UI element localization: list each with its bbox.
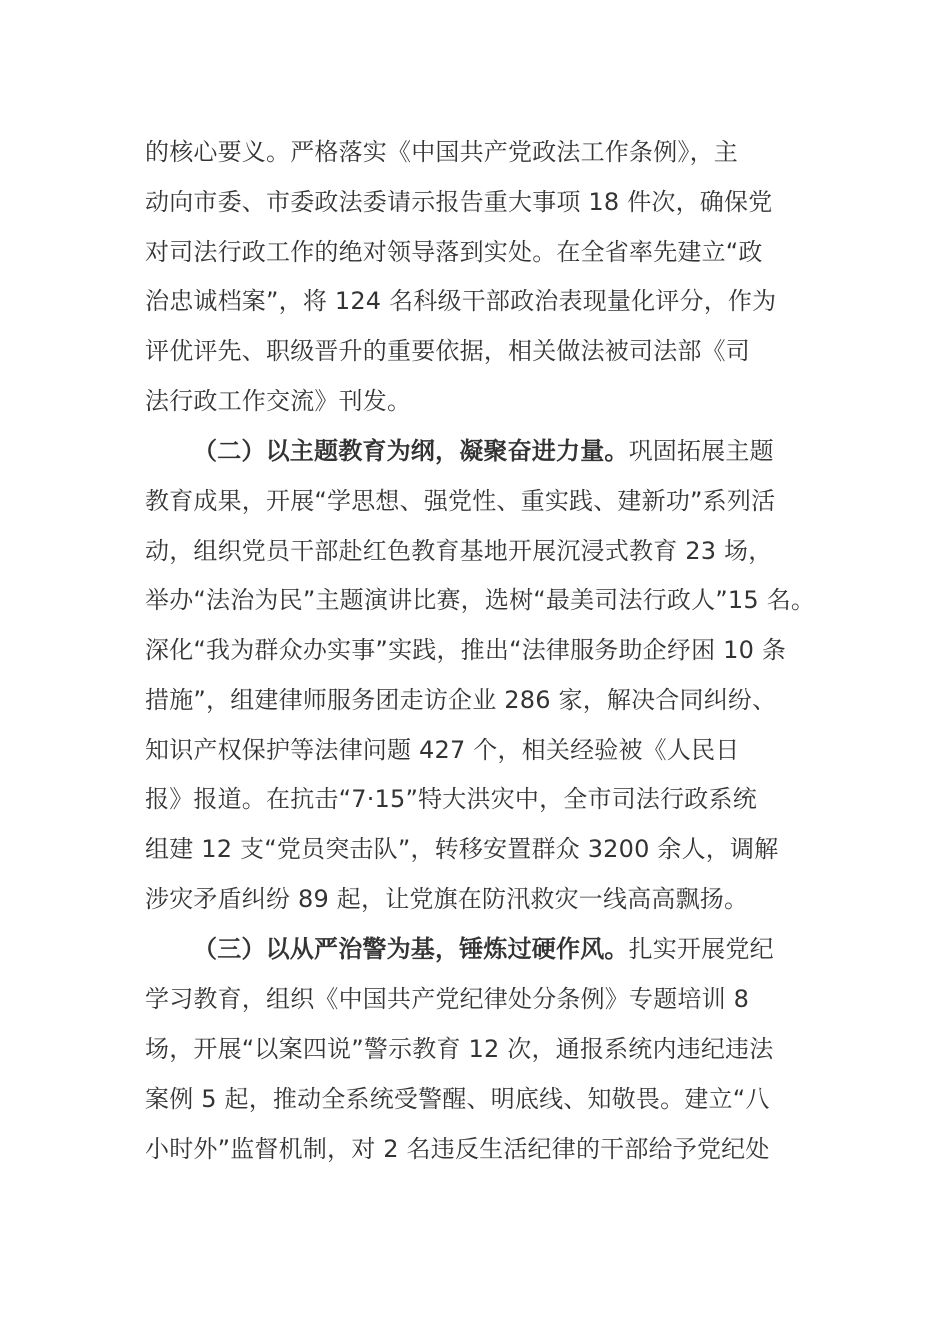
- section-2-text: 巩固拓展主题: [628, 437, 774, 465]
- paragraph-line: 小时外”监督机制，对 2 名违反生活纪律的干部给予党纪处: [145, 1135, 770, 1163]
- section-3-text: 扎实开展党纪: [628, 935, 774, 963]
- section-2-heading: （二）以主题教育为纲，凝聚奋进力量。: [193, 437, 629, 465]
- section-3-heading: （三）以从严治警为基，锤炼过硬作风。: [193, 935, 629, 963]
- paragraph-line: 案例 5 起，推动全系统受警醒、明底线、知敬畏。建立“八: [145, 1085, 770, 1113]
- paragraph-line: 深化“我为群众办实事”实践，推出“法律服务助企纾困 10 条: [145, 636, 787, 664]
- paragraph-line: 的核心要义。严格落实《中国共产党政法工作条例》，主: [145, 138, 738, 166]
- paragraph-line: 场，开展“以案四说”警示教育 12 次，通报系统内违纪违法: [145, 1035, 774, 1063]
- paragraph-line: 对司法行政工作的绝对领导落到实处。在全省率先建立“政: [145, 238, 763, 266]
- section-2-first-line: [193, 436, 774, 466]
- paragraph-line: 学习教育，组织《中国共产党纪律处分条例》专题培训 8: [145, 985, 750, 1013]
- paragraph-line: 知识产权保护等法律问题 427 个，相关经验被《人民日: [145, 736, 740, 764]
- paragraph-line: 动，组织党员干部赴红色教育基地开展沉浸式教育 23 场，: [145, 537, 773, 565]
- paragraph-line: 组建 12 支“党员突击队”，转移安置群众 3200 余人，调解: [145, 835, 779, 863]
- paragraph-line: 措施”，组建律师服务团走访企业 286 家，解决合同纠纷、: [145, 686, 777, 714]
- paragraph-line: 涉灾矛盾纠纷 89 起，让党旗在防汛救灾一线高高飘扬。: [145, 885, 749, 913]
- paragraph-line: 评优评先、职级晋升的重要依据，相关做法被司法部《司: [145, 337, 750, 365]
- paragraph-line: 报》报道。在抗击“7·15”特大洪灾中，全市司法行政系统: [145, 785, 757, 813]
- paragraph-line: 教育成果，开展“学思想、强党性、重实践、建新功”系列活: [145, 487, 776, 515]
- paragraph-line: 举办“法治为民”主题演讲比赛，选树“最美司法行政人”15 名。: [145, 586, 816, 614]
- paragraph-line: 动向市委、市委政法委请示报告重大事项 18 件次，确保党: [145, 188, 773, 216]
- section-3-first-line: [193, 934, 774, 964]
- paragraph-line: 法行政工作交流》刊发。: [145, 387, 412, 415]
- paragraph-line: 治忠诚档案”，将 124 名科级干部政治表现量化评分，作为: [145, 287, 777, 315]
